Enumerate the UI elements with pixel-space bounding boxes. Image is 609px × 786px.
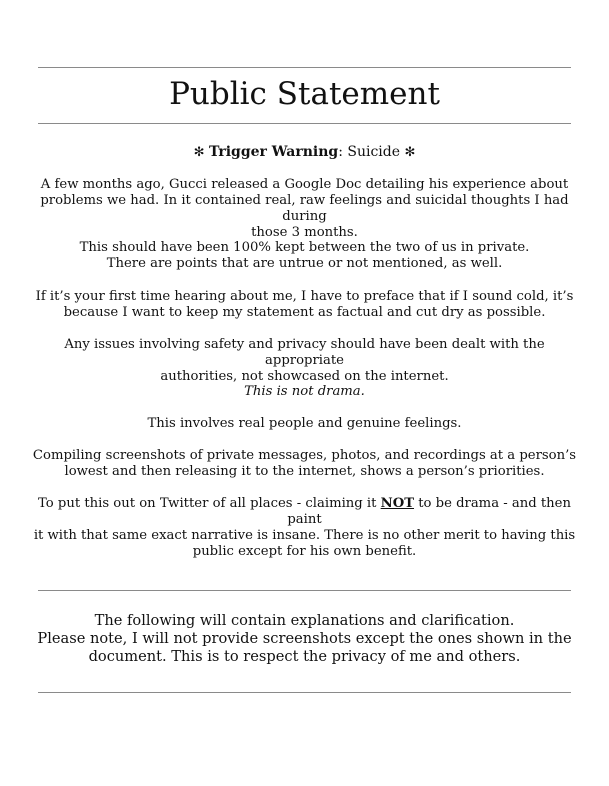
- paragraph-line: public except for his own benefit.: [192, 544, 417, 559]
- footer-note: [30, 612, 579, 666]
- paragraph-text: to be drama - and then paint: [287, 496, 571, 527]
- paragraph-line: Any issues involving safety and privacy should have been dealt with the appropriate: [64, 337, 545, 368]
- paragraph-line: problems we had. In it contained real, raw feelings and suicidal thoughts I had during: [40, 193, 569, 224]
- paragraph-4: [30, 337, 579, 385]
- trigger-warning-separator: :: [338, 144, 348, 160]
- page-title: Public Statement: [169, 76, 440, 112]
- title-rule: [38, 123, 571, 124]
- paragraph-line: those 3 months.: [251, 225, 358, 240]
- top-rule: [38, 67, 571, 68]
- paragraph-line: There are points that are untrue or not mentioned, as well.: [106, 256, 503, 271]
- emphasis-not: NOT: [380, 496, 415, 511]
- trigger-warning: [30, 143, 579, 162]
- footer-line: document. This is to respect the privacy of me and others.: [88, 648, 521, 665]
- paragraph-line: This involves real people and genuine feelings.: [147, 416, 462, 431]
- paragraph-line: [30, 496, 579, 528]
- asterisk-icon: ✻: [193, 145, 205, 160]
- paragraph-line: If it’s your first time hearing about me, I have to preface that if I sound cold, it’s: [35, 289, 574, 304]
- paragraph-line: Compiling screenshots of private messages, photos, and recordings at a person’s: [32, 448, 577, 463]
- paragraph-line: This should have been 100% kept between the two of us in private.: [79, 240, 530, 255]
- paragraph-7: [30, 448, 579, 480]
- paragraph-2: [30, 240, 579, 272]
- footer-top-rule: [38, 590, 571, 591]
- paragraph-6: [30, 416, 579, 432]
- paragraph-line: lowest and then releasing it to the internet, shows a person’s priorities.: [64, 464, 545, 479]
- footer-line: The following will contain explanations and clarification.: [94, 612, 515, 629]
- paragraph-line: A few months ago, Gucci released a Google Doc detailing his experience about: [40, 177, 569, 192]
- paragraph-line: it with that same exact narrative is insane. There is no other merit to having this: [33, 528, 576, 543]
- paragraph-line: authorities, not showcased on the internet.: [160, 369, 449, 384]
- trigger-warning-label: Trigger Warning: [208, 144, 339, 160]
- asterisk-icon: ✻: [404, 145, 416, 160]
- paragraph-8: [30, 496, 579, 560]
- trigger-warning-topic: Suicide: [347, 144, 401, 160]
- paragraph-line: This is not drama.: [244, 384, 365, 399]
- paragraph-3: [30, 289, 579, 321]
- paragraph-text: To put this out on Twitter of all places - claiming it: [38, 496, 381, 511]
- paragraph-line: because I want to keep my statement as factual and cut dry as possible.: [63, 305, 546, 320]
- paragraph-1: [30, 177, 579, 241]
- paragraph-5: [30, 384, 579, 400]
- footer-line: Please note, I will not provide screenshots except the ones shown in the: [37, 630, 572, 647]
- footer-bottom-rule: [38, 692, 571, 693]
